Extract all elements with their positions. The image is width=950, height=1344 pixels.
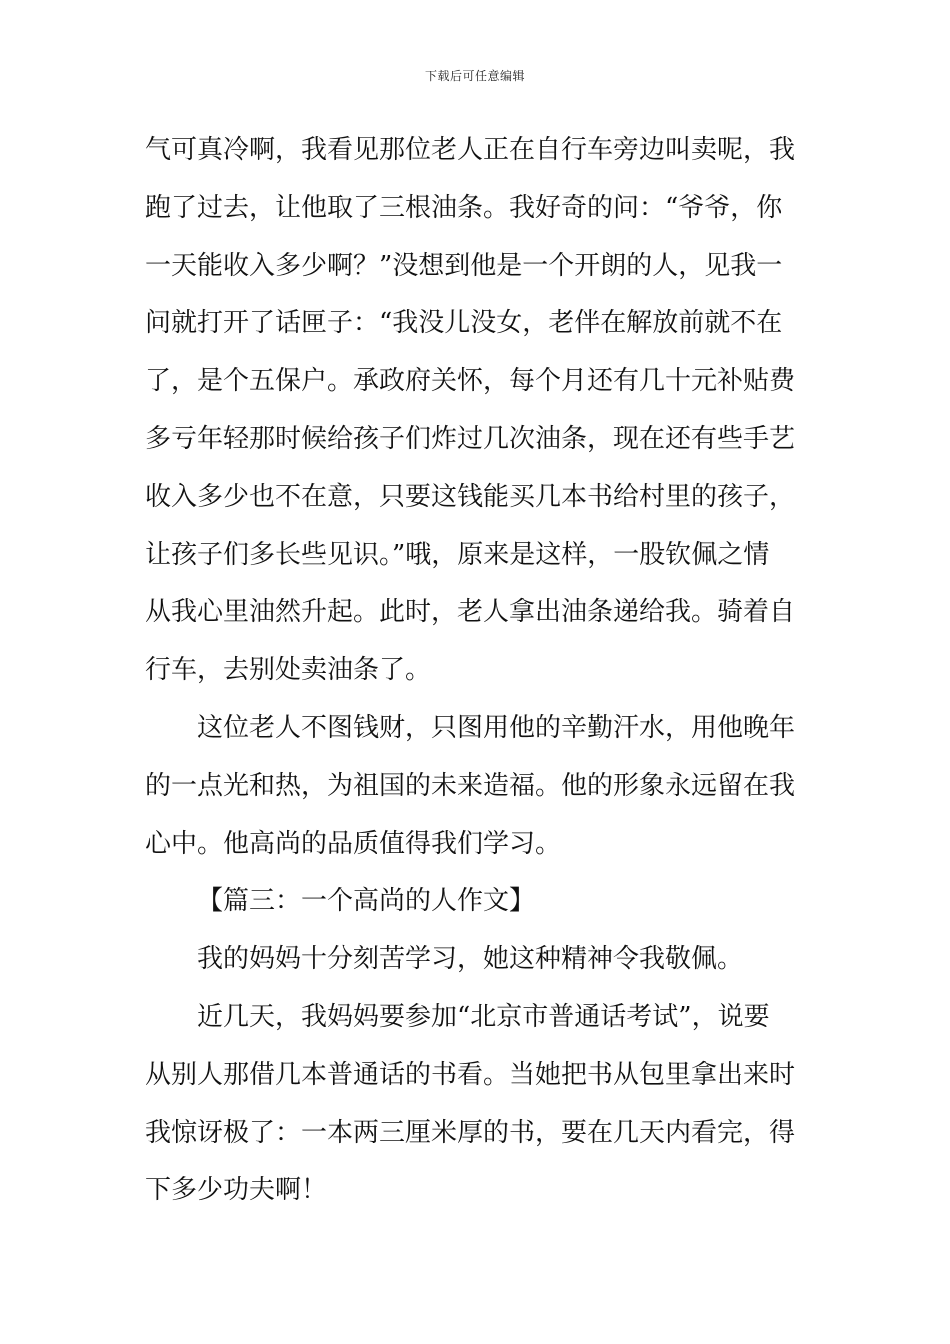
text-line: 的一点光和热，为祖国的未来造福。他的形象永远留在我 [145,770,796,801]
text-line: 让孩子们多长些见识。”哦，原来是这样，一股钦佩之情 [145,539,770,570]
text-line: 心中。他高尚的品质值得我们学习。 [145,828,562,859]
text-line: 多亏年轻那时候给孩子们炸过几次油条，现在还有些手艺 [145,423,796,454]
text-line: 从我心里油然升起。此时，老人拿出油条递给我。骑着自 [145,597,796,628]
paragraph-start-line: 近几天，我妈妈要参加“北京市普通话考试”，说要 [197,1001,770,1032]
page-header-note: 下载后可任意编辑 [424,69,525,83]
text-line: 收入多少也不在意，只要这钱能买几本书给村里的孩子， [145,481,796,512]
document-body [145,122,807,1220]
paragraph-start-line: 这位老人不图钱财，只图用他的辛勤汗水，用他晚年 [197,712,796,743]
text-line: 一天能收入多少啊？”没想到他是一个开朗的人，见我一 [145,250,783,281]
text-line: 从别人那借几本普通话的书看。当她把书从包里拿出来时 [145,1059,796,1090]
section-heading: 【篇三：一个高尚的人作文】 [197,886,536,917]
text-line: 了，是个五保户。承政府关怀，每个月还有几十元补贴费 [145,366,796,397]
text-line: 下多少功夫啊！ [145,1175,328,1206]
paragraph-start-line: 我的妈妈十分刻苦学习，她这种精神令我敬佩。 [197,944,744,975]
text-line: 我惊讶极了：一本两三厘米厚的书，要在几天内看完，得 [145,1117,796,1148]
text-line: 行车，去别处卖油条了。 [145,655,432,686]
text-line: 气可真冷啊，我看见那位老人正在自行车旁边叫卖呢，我 [145,135,796,165]
text-line: 问就打开了话匣子：“我没儿没女，老伴在解放前就不在 [145,308,783,339]
text-line: 跑了过去，让他取了三根油条。我好奇的问：“爷爷，你 [145,192,783,223]
